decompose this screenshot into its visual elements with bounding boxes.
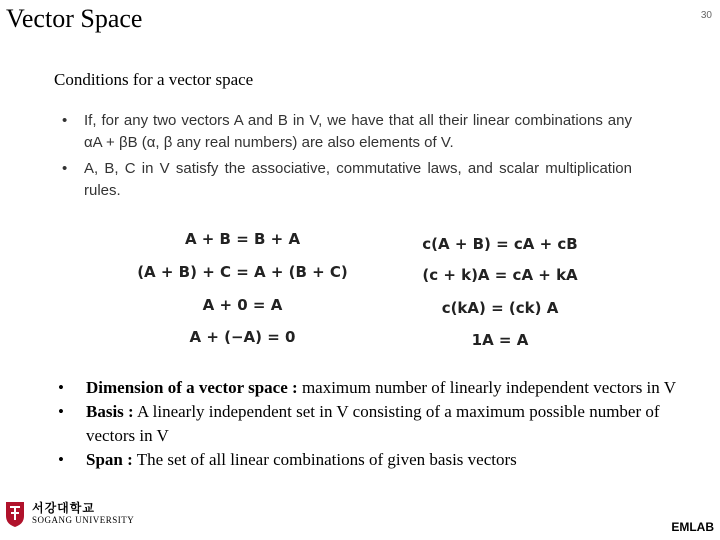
slide-subtitle: Conditions for a vector space — [54, 70, 254, 89]
definitions-list — [58, 376, 698, 472]
definition-term: Span : — [86, 450, 133, 469]
lab-label: EMLAB — [671, 520, 714, 534]
equation-associative: (A + B) + C = A + (B + C) — [137, 263, 348, 281]
slide-number: 30 — [700, 10, 712, 21]
definition-text: The set of all linear combinations of given basis vectors — [132, 450, 517, 469]
condition-text: If, for any two vectors A and B in V, we have that all their linear combinations any αA + βB (α, β any real numbers) are also elements of V. — [84, 112, 632, 151]
equation-zero: A + 0 = A — [202, 296, 283, 314]
definition-term: Basis : — [86, 402, 134, 421]
slide-title: Vector Space — [6, 4, 143, 33]
condition-text: A, B, C in V satisfy the associative, commutative laws, and scalar multiplication rules. — [84, 160, 632, 199]
university-name-korean: 서강대학교 — [32, 501, 95, 515]
university-logo — [4, 500, 134, 528]
definition-text: maximum number of linearly independent vectors in V — [297, 378, 677, 397]
equation-scalar-associative: c(kA) = (ck) A — [441, 299, 559, 317]
definition-basis — [58, 400, 698, 448]
equation-distributive-vector: c(A + B) = cA + cB — [422, 235, 578, 253]
condition-item — [62, 110, 632, 154]
bullet: • — [62, 112, 68, 129]
bullet: • — [62, 160, 68, 177]
equation-commutative: A + B = B + A — [184, 230, 301, 248]
bullet: • — [58, 450, 64, 469]
bullet: • — [58, 378, 64, 397]
condition-item — [62, 158, 632, 202]
equation-identity: 1A = A — [471, 331, 529, 349]
bullet: • — [58, 402, 64, 421]
university-name-english: SOGANG UNIVERSITY — [32, 515, 135, 525]
definition-span — [58, 448, 698, 472]
university-seal-icon — [4, 500, 26, 528]
definition-term: Dimension of a vector space : — [86, 378, 298, 397]
equation-inverse: A + (−A) = 0 — [189, 328, 296, 346]
conditions-list — [62, 110, 632, 206]
equation-distributive-scalar: (c + k)A = cA + kA — [422, 266, 578, 284]
university-name — [32, 502, 134, 526]
definition-dimension — [58, 376, 698, 400]
definition-text: A linearly independent set in V consisting of a maximum possible number of vectors in V — [86, 402, 660, 445]
